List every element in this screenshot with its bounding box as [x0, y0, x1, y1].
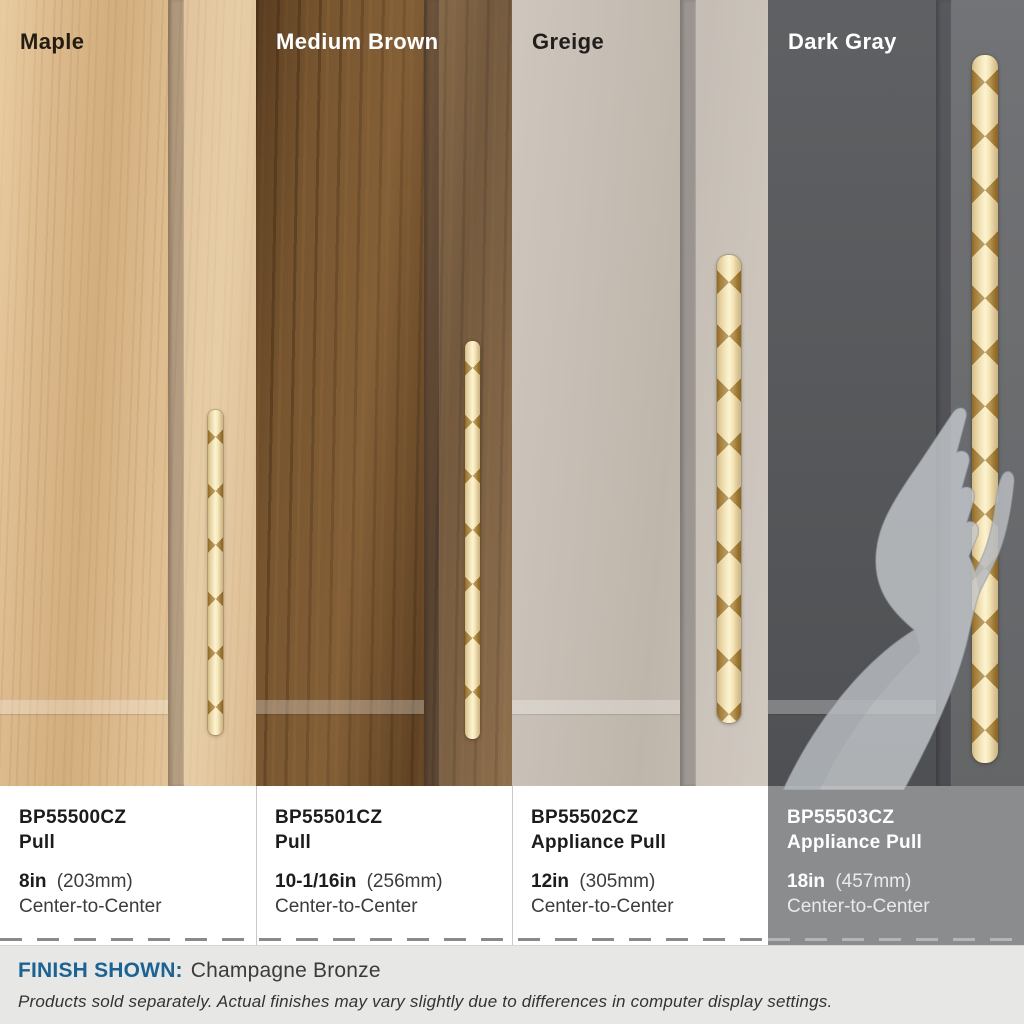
center-to-center-note: Center-to-Center	[787, 896, 930, 917]
size-metric: (305mm)	[579, 871, 656, 892]
swatch-label: Medium Brown	[276, 29, 439, 54]
product-size	[787, 869, 1014, 894]
product-sku: BP55503CZ	[787, 807, 895, 828]
product-type: Appliance Pull	[531, 832, 667, 853]
panel-bevel	[512, 700, 680, 714]
product-info-greige	[512, 786, 768, 945]
product-type: Pull	[19, 832, 56, 853]
product-sku: BP55502CZ	[531, 807, 639, 828]
size-metric: (457mm)	[835, 871, 912, 892]
cabinet-pull-8in	[208, 410, 223, 735]
product-size	[19, 869, 246, 894]
footer	[0, 945, 1024, 1024]
center-to-center-note: Center-to-Center	[275, 896, 418, 917]
finish-shown-row	[18, 959, 1024, 983]
product-size	[531, 869, 758, 894]
column-divider	[512, 786, 513, 945]
column-divider	[256, 786, 257, 945]
size-metric: (203mm)	[56, 871, 133, 892]
product-info-dark-gray	[768, 786, 1024, 945]
panel-bevel	[256, 700, 424, 714]
dashed-separator	[0, 938, 768, 941]
size-metric: (256mm)	[366, 871, 443, 892]
center-to-center-note: Center-to-Center	[19, 896, 162, 917]
door-gap-shadow	[680, 0, 696, 786]
appliance-pull-12in	[717, 255, 741, 723]
center-to-center-note: Center-to-Center	[531, 896, 674, 917]
size-imperial: 8in	[19, 871, 47, 892]
swatch-label: Maple	[20, 29, 85, 54]
product-info-band	[0, 786, 1024, 945]
door-gap-shadow	[424, 0, 440, 786]
size-imperial: 10-1/16in	[275, 871, 357, 892]
hand-silhouette-icon	[768, 390, 1024, 790]
product-size	[275, 869, 502, 894]
product-sku: BP55500CZ	[19, 807, 127, 828]
dashed-separator	[768, 938, 1024, 941]
product-type: Pull	[275, 832, 312, 853]
product-info-maple	[0, 786, 256, 945]
cabinet-pull-10in	[465, 341, 480, 739]
finish-shown-label: FINISH SHOWN:	[18, 959, 183, 982]
finish-shown-value: Champagne Bronze	[190, 959, 381, 982]
swatch-label: Greige	[532, 29, 605, 54]
size-imperial: 18in	[787, 871, 826, 892]
size-imperial: 12in	[531, 871, 570, 892]
door-gap-shadow	[168, 0, 184, 786]
product-info-medium-brown	[256, 786, 512, 945]
product-type: Appliance Pull	[787, 832, 923, 853]
product-sku: BP55501CZ	[275, 807, 383, 828]
disclaimer-text: Products sold separately. Actual finishes may vary slightly due to differences in computer display settings.	[18, 992, 833, 1011]
swatch-label: Dark Gray	[788, 29, 897, 54]
panel-bevel	[0, 700, 168, 714]
